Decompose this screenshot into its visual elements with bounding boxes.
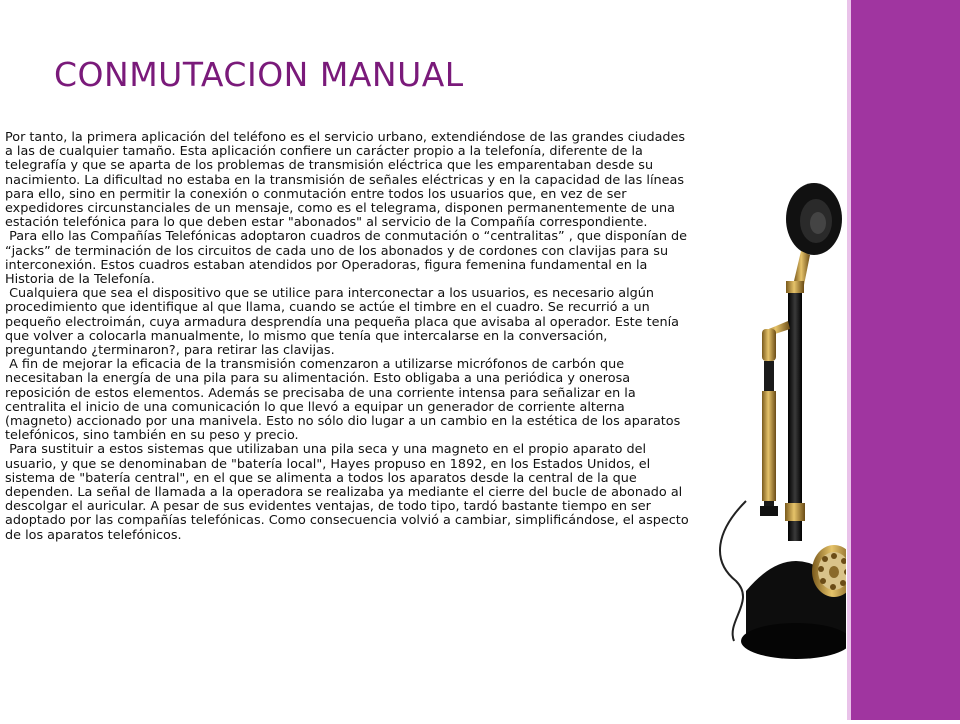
candlestick-telephone-icon (706, 171, 846, 724)
paragraph: Para sustituir a estos sistemas que utilizaban una pila seca y una magneto en el propio aparato del usuario, y que se denominaban de "batería local", Hayes propuso en 1892, en los Estados Unidos, el sistema de "batería central", en el que se alimenta a todos los aparatos desde la central de la que dependen. La señal de llamada a la operadora se realizaba ya mediante el cierre del bucle de abonado al descolgar el auricular. A pesar de sus evidentes ventajas, de todo tipo, tardó bastante tiempo en ser adoptado por las compañías telefónicas. Como consecuencia volvió a cambiar, simplificándose, el aspecto de los aparatos telefónicos. (5, 442, 693, 543)
telephone-photo (706, 171, 846, 724)
sidebar-bar (847, 0, 960, 720)
slide-title: CONMUTACION MANUAL (54, 55, 464, 94)
paragraph: Cualquiera que sea el dispositivo que se utilice para interconectar a los usuarios, es necesario algún procedimiento que identifique al que llama, cuando se actúe el timbre en el cuadro. Se recurrió a un pequeño electroimán, cuya armadura desprendía una pequeña placa que avisaba al operador. Este tenía que volver a colocarla manualmente, lo mismo que tenía que intercalarse en la conversación, preguntando ¿terminaron?, para retirar las clavijas. (5, 286, 684, 359)
paragraph: A fin de mejorar la eficacia de la transmisión comenzaron a utilizarse micrófonos de carbón que necesitaban la energía de una pila para su alimentación. Esto obligaba a una periódica y onerosa reposición de estos elementos. Además se precisaba de una corriente intensa para señalizar en la centralita el inicio de una comunicación lo que llevó a equipar un generador de corriente alterna (magneto) accionado por una manivela. Esto no sólo dio lugar a un cambio en la estética de los aparatos telefónicos, sino también en su peso y precio. (5, 357, 685, 444)
body-text (5, 130, 693, 543)
paragraph: Por tanto, la primera aplicación del teléfono es el servicio urbano, extendiéndose de las grandes ciudades a las de cualquier tamaño. Esta aplicación confiere un carácter propio a la telefonía, diferente de la telegrafía y que se aparta de los problemas de transmisión eléctrica que les emparentaban desde su nacimiento. La dificultad no estaba en la transmisión de señales eléctricas y en la capacidad de las líneas para ello, sino en permitir la conexión o conmutación entre todos los usuarios que, en vez de ser expedidores circunstanciales de un mensaje, como es el telegrama, disponen permanentemente de una estación telefónica para lo que deben estar "abonados" al servicio de la Compañía correspondiente. (5, 130, 690, 231)
sidebar-accent (847, 0, 851, 720)
paragraph: Para ello las Compañías Telefónicas adoptaron cuadros de conmutación o “centralitas” , que disponían de “jacks” de terminación de los circuitos de cada uno de los abonados y de cordones con clavijas para su interconexión. Estos cuadros estaban atendidos por Operadoras, figura femenina fundamental en la Historia de la Telefonía. (5, 229, 692, 288)
